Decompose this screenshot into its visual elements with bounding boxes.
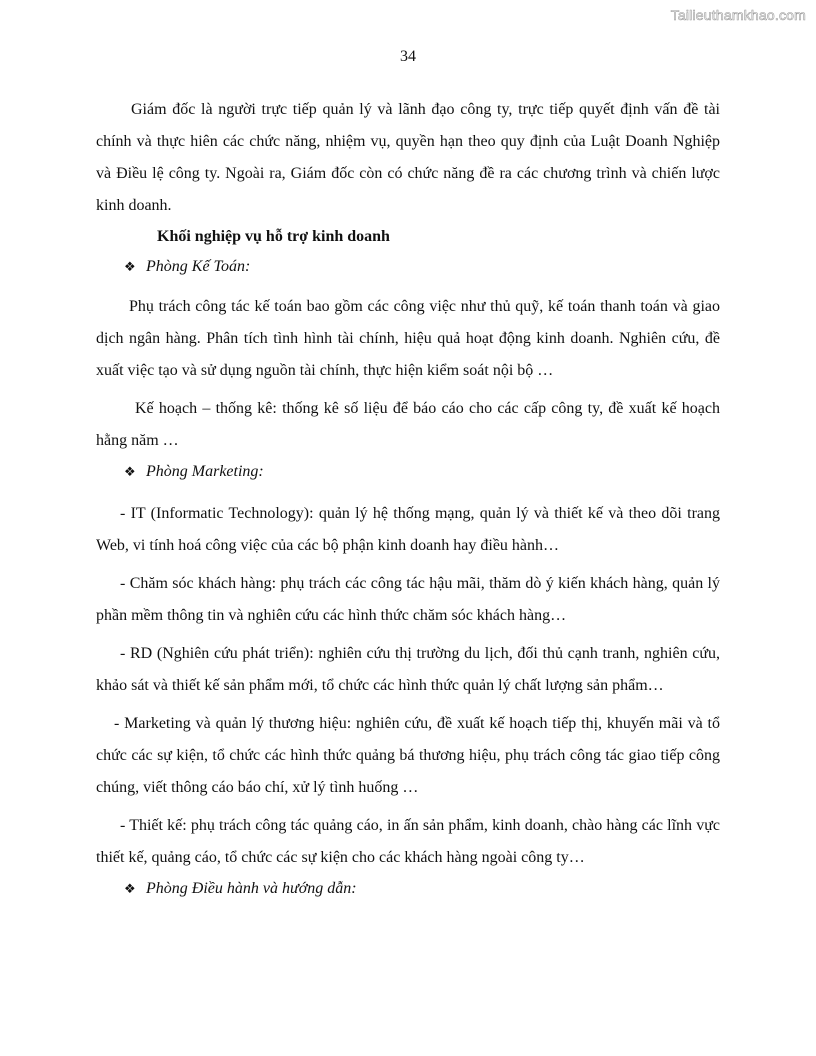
watermark: Tailieuthamkhao.com (670, 7, 806, 23)
diamond-bullet-icon: ❖ (124, 465, 136, 480)
dept-marketing-heading (96, 457, 720, 488)
dept-marketing-label: Phòng Marketing: (146, 463, 264, 480)
diamond-bullet-icon: ❖ (124, 260, 136, 275)
page-number: 34 (400, 48, 416, 65)
paragraph-rd: - RD (Nghiên cứu phát triển): nghiên cứu thị trường du lịch, đối thủ cạnh tranh, nghiên cứu, khảo sát và thiết kế sản phẩm mới, tổ chức các hình thức quản lý chất lượng sản phẩm… (96, 645, 720, 694)
dept-accounting-label: Phòng Kế Toán: (146, 258, 251, 275)
paragraph-design: - Thiết kế: phụ trách công tác quảng cáo, in ấn sản phẩm, kinh doanh, chào hàng các lĩnh vực thiết kế, quảng cáo, tổ chức các sự kiện cho các khách hàng ngoài công ty… (96, 817, 720, 866)
dept-accounting-heading (96, 252, 720, 283)
diamond-bullet-icon: ❖ (124, 882, 136, 897)
paragraph-accounting: Phụ trách công tác kế toán bao gồm các công việc như thủ quỹ, kế toán thanh toán và giao dịch ngân hàng. Phân tích tình hình tài chính, hiệu quả hoạt động kinh doanh. Nghiên cứu, đề xuất việc tạo và sử dụng nguồn tài chính, thực hiện kiểm soát nội bộ … (96, 298, 720, 379)
paragraph-director: Giám đốc là người trực tiếp quản lý và lãnh đạo công ty, trực tiếp quyết định vấn đề tài chính và thực hiên các chức năng, nhiệm vụ, quyền hạn theo quy định của Luật Doanh Nghiệp và Điều lệ công ty. Ngoài ra, Giám đốc còn có chức năng đề ra các chương trình và chiến lược kinh doanh. (96, 101, 720, 214)
document-body (96, 94, 720, 905)
paragraph-customer-care: - Chăm sóc khách hàng: phụ trách các công tác hậu mãi, thăm dò ý kiến khách hàng, quản lý phần mềm thông tin và nghiên cứu các hình thức chăm sóc khách hàng… (96, 575, 720, 624)
paragraph-it: - IT (Informatic Technology): quản lý hệ thống mạng, quản lý và thiết kế và theo dõi trang Web, vi tính hoá công việc của các bộ phận kinh doanh hay điều hành… (96, 505, 720, 554)
paragraph-planning: Kế hoạch – thống kê: thống kê số liệu để báo cáo cho các cấp công ty, đề xuất kế hoạch hằng năm … (96, 400, 720, 449)
paragraph-marketing-brand: - Marketing và quản lý thương hiệu: nghiên cứu, đề xuất kế hoạch tiếp thị, khuyến mãi và tổ chức các sự kiện, tổ chức các hình thức quảng bá thương hiệu, phụ trách công tác giao tiếp công chúng, viết thông cáo báo chí, xử lý tình huống … (96, 715, 720, 796)
dept-operations-label: Phòng Điều hành và hướng dẫn: (146, 880, 357, 897)
section-heading: Khối nghiệp vụ hỗ trợ kinh doanh (157, 228, 390, 245)
dept-operations-heading (96, 874, 720, 905)
